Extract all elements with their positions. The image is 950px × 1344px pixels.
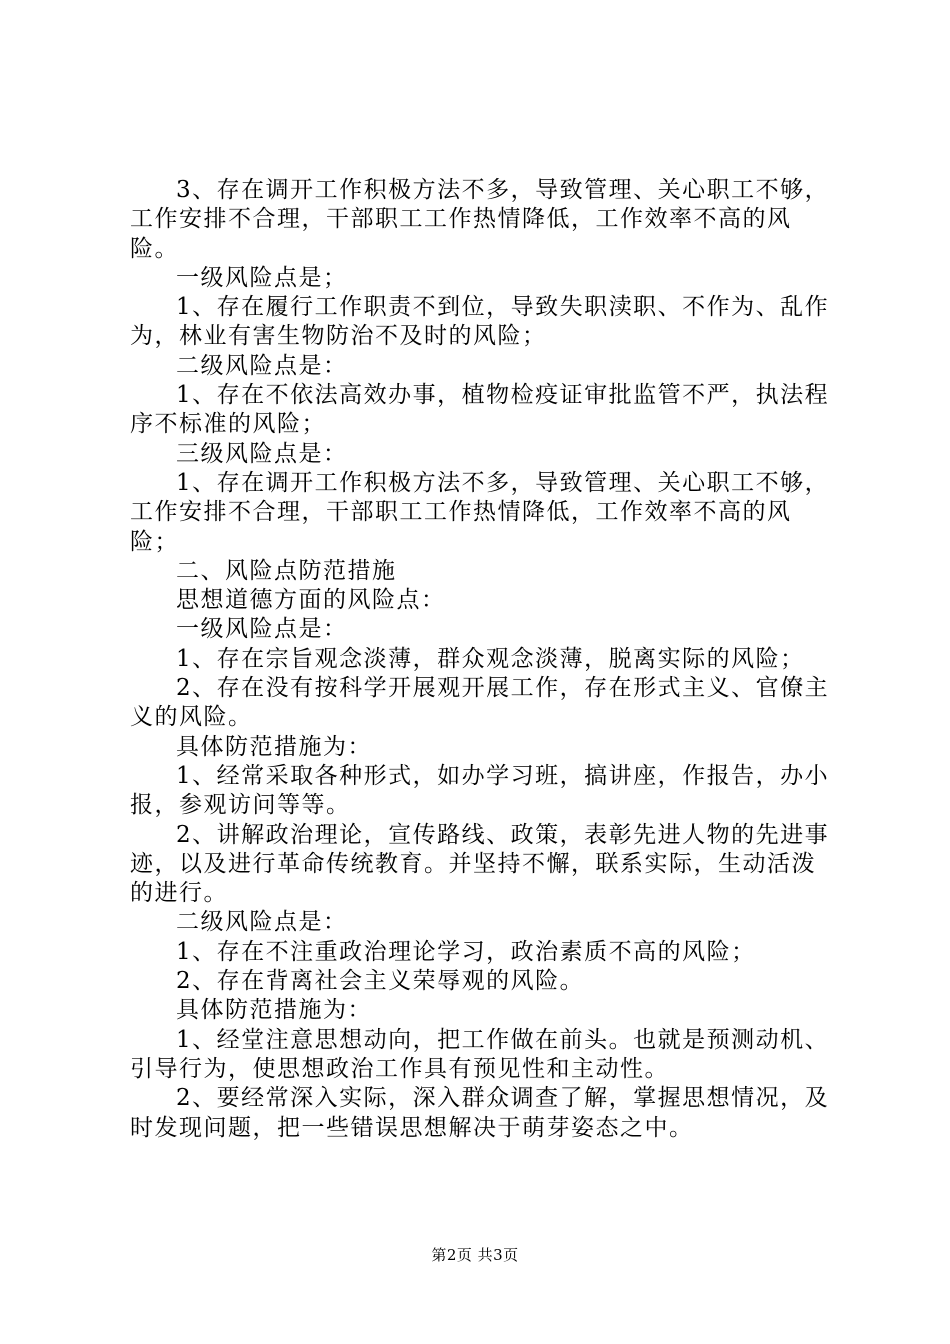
page-number-footer: 第2页 共3页 <box>431 1246 519 1264</box>
document-body <box>130 176 832 1143</box>
paragraph: 2、讲解政治理论，宣传路线、政策，表彰先进人物的先进事迹，以及进行革命传统教育。并坚持不懈，联系实际，生动活泼的进行。 <box>130 821 830 907</box>
paragraph: 1、经常采取各种形式，如办学习班，搞讲座，作报告，办小报，参观访问等等。 <box>130 762 830 819</box>
paragraph: 1、存在调开工作积极方法不多，导致管理、关心职工不够，工作安排不合理，干部职工工作热情降低，工作效率不高的风险； <box>130 469 830 555</box>
paragraph: 1、存在不注重政治理论学习，政治素质不高的风险； <box>176 938 756 965</box>
paragraph: 1、存在不依法高效办事，植物检疫证审批监管不严，执法程序不标准的风险； <box>130 382 830 438</box>
paragraph: 三级风险点是： <box>176 440 348 467</box>
paragraph: 2、存在没有按科学开展观开展工作，存在形式主义、官僚主义的风险。 <box>130 675 830 731</box>
paragraph: 二级风险点是： <box>176 909 348 936</box>
paragraph: 1、存在履行工作职责不到位，导致失职渎职、不作为、乱作为，林业有害生物防治不及时的风险； <box>130 294 830 350</box>
paragraph: 2、存在背离社会主义荣辱观的风险。 <box>176 968 585 995</box>
paragraph: 2、要经常深入实际，深入群众调查了解，掌握思想情况，及时发现问题，把一些错误思想解决于萌芽姿态之中。 <box>130 1085 830 1141</box>
paragraph: 一级风险点是： <box>176 616 348 643</box>
paragraph: 1、存在宗旨观念淡薄，群众观念淡薄，脱离实际的风险； <box>176 645 805 672</box>
section-heading: 二、风险点防范措施 <box>176 557 397 584</box>
paragraph: 3、存在调开工作积极方法不多，导致管理、关心职工不够，工作安排不合理，干部职工工作热情降低，工作效率不高的风险。 <box>130 177 830 262</box>
paragraph: 具体防范措施为： <box>176 997 372 1024</box>
paragraph: 一级风险点是； <box>176 264 348 291</box>
paragraph: 二级风险点是： <box>176 352 348 379</box>
paragraph: 1、经堂注意思想动向，把工作做在前头。也就是预测动机、引导行为，使思想政治工作具有预见性和主动性。 <box>130 1026 830 1082</box>
paragraph: 具体防范措施为： <box>176 733 372 760</box>
paragraph: 思想道德方面的风险点： <box>176 587 446 614</box>
